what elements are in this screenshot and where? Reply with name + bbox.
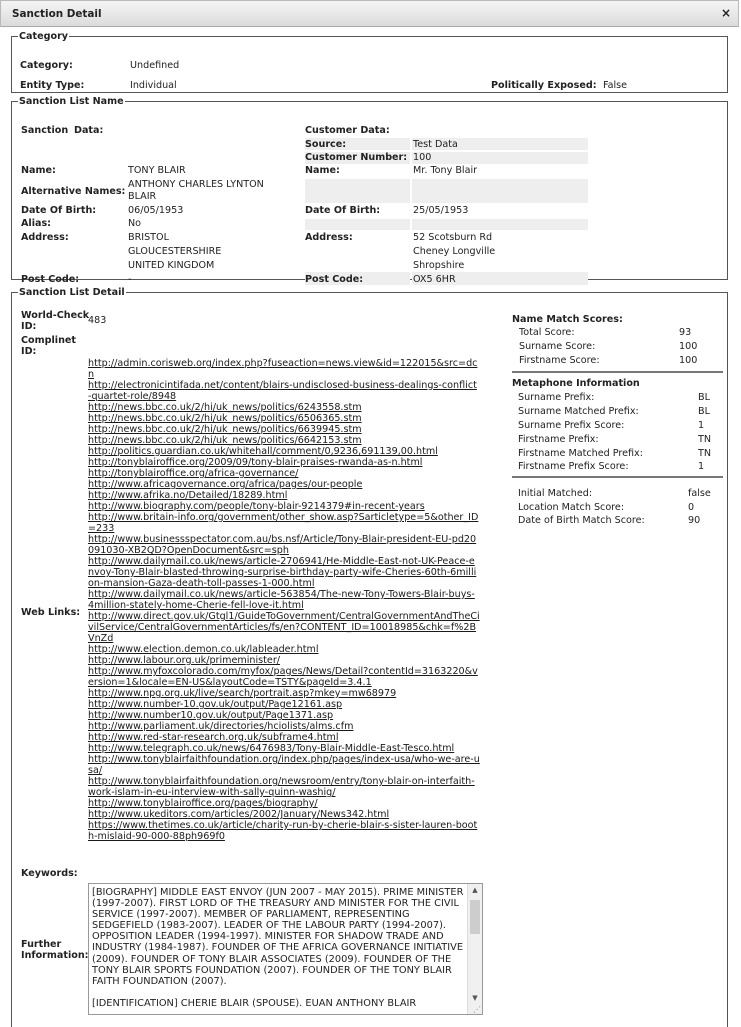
politically-exposed-value: False [603,80,628,91]
category-legend: Category [19,31,69,42]
name-match-scores-heading: Name Match Scores: [512,314,623,325]
web-link[interactable]: http://www.npg.org.uk/live/search/portrait.asp?mkey=mw68979 [88,688,397,699]
web-link[interactable]: http://www.number10.gov.uk/output/Page1371.asp [88,710,334,721]
web-link[interactable]: http://www.africagovernance.org/africa/pages/our-people [88,479,363,490]
firstname-matched-prefix-value: TN [698,448,712,459]
customer-name-label: Name: [305,165,340,176]
location-match-score-label: Location Match Score: [518,502,625,513]
worldcheck-id-label-2: ID: [21,321,37,332]
customer-address-line3: Shropshire [413,260,465,271]
web-link[interactable]: http://www.dailymail.co.uk/news/article-2706941/He-Middle-East-not-UK-Peace-envoy-Tony-Blair-blasted-throwing-surprise-birthday-party-wife-Cheries-60th-6million-mansion-Gaza-death-toll-passes-1-000.html [88,556,477,589]
surname-prefix-value: BL [698,392,710,403]
web-link[interactable]: http://electronicintifada.net/content/blairs-undisclosed-business-dealings-conflict-quartet-role/8948 [88,380,477,402]
category-section [11,31,728,93]
sanction-list-name-section [11,96,728,285]
web-link[interactable]: http://www.afrika.no/Detailed/18289.html [88,490,288,501]
alternative-names-label: Alternative Names: [21,186,126,197]
web-link[interactable]: http://news.bbc.co.uk/2/hi/uk_news/politics/6642153.stm [88,435,362,446]
sanction-data-label-2: Data: [74,125,104,136]
sanction-address-line3: UNITED KINGDOM [128,260,215,271]
web-links-label: Web Links: [21,607,81,618]
category-label: Category: [20,60,73,71]
arrow-up-icon[interactable]: ▲ [472,886,478,894]
customer-data-label: Customer Data: [305,125,390,136]
entity-type-value: Individual [130,80,177,91]
customer-postcode-label: Post Code: [305,274,364,285]
surname-score-label: Surname Score: [519,341,596,352]
web-link[interactable]: http://www.businessspectator.com.au/bs.nsf/Article/Tony-Blair-president-EU-pd20091030-XB2QD?OpenDocument&src=sph [88,534,477,556]
dob-match-score-value: 90 [688,515,701,526]
customer-address-label: Address: [305,232,353,243]
web-link[interactable]: http://www.tonyblairfaithfoundation.org/index.php/pages/index-usa/who-we-are-usa/ [88,754,480,776]
divider [512,371,723,373]
complinet-id-label-2: ID: [21,346,37,357]
web-link[interactable]: http://tonyblairoffice.org/2009/09/tony-blair-praises-rwanda-as-n.html [88,457,423,468]
keywords-label: Keywords: [21,868,78,879]
source-label: Source: [305,139,347,150]
location-match-score-value: 0 [688,502,695,513]
alias-label: Alias: [21,218,52,229]
worldcheck-id-label: World-Check [21,310,90,321]
web-links-list [88,358,480,842]
window-titlebar [0,0,739,27]
total-score-label: Total Score: [519,327,575,338]
resize-grip-icon[interactable]: ⋰ [473,1005,481,1014]
web-link[interactable]: http://www.myfoxcolorado.com/myfox/pages/News/Detail?contentId=3163220&version=1&locale=EN-US&layoutCode=TSTY&pageId=3.4.1 [88,666,478,688]
initial-matched-value: false [688,488,711,499]
sanction-list-name-legend: Sanction List Name [19,96,124,107]
customer-number-value: 100 [413,152,432,163]
politically-exposed-label: Politically Exposed: [491,80,597,91]
web-link[interactable]: http://news.bbc.co.uk/2/hi/uk_news/politics/6243558.stm [88,402,362,413]
firstname-score-value: 100 [679,355,698,366]
further-information-textarea[interactable] [88,883,483,1015]
surname-matched-prefix-label: Surname Matched Prefix: [518,406,639,417]
textarea-scrollbar[interactable] [467,884,482,1014]
sanction-dob-value: 06/05/1953 [128,205,184,216]
customer-dob-label: Date Of Birth: [305,205,381,216]
web-link[interactable]: http://www.red-star-research.org.uk/subframe4.html [88,732,339,743]
window-title: Sanction Detail [12,8,102,20]
alternative-names-line1: ANTHONY CHARLES LYNTON [128,179,264,190]
web-link[interactable]: http://www.tonyblairoffice.org/pages/biography/ [88,798,318,809]
scrollbar-thumb[interactable] [470,900,480,934]
divider-2 [512,476,723,478]
source-value: Test Data [413,139,458,150]
category-value: Undefined [130,60,180,71]
customer-dob-value: 25/05/1953 [413,205,469,216]
sanction-dob-label: Date Of Birth: [21,205,97,216]
firstname-prefix-label: Firstname Prefix: [518,434,599,445]
firstname-prefix-score-label: Firstname Prefix Score: [518,461,629,472]
customer-number-label: Customer Number: [305,152,408,163]
firstname-score-label: Firstname Score: [519,355,600,366]
surname-prefix-score-label: Surname Prefix Score: [518,420,625,431]
web-link[interactable]: http://admin.corisweb.org/index.php?fuseaction=news.view&id=122015&src=dcn [88,358,478,380]
further-information-text: [BIOGRAPHY] MIDDLE EAST ENVOY (JUN 2007 - MAY 2015). PRIME MINISTER (1997-2007). FIRST LORD OF THE TREASURY AND MINISTER FOR THE CIVIL SERVICE (1997-2007). MEMBER OF PARLIAMENT, REPRESENTING SEDGEFIELD (1983-2007). LEADER OF THE LABOUR PARTY (1994-2007). OPPOSITION LEADER (1994-1997). MINISTER FOR SHADOW TRADE AND INDUSTRY (1984-1987). FOUNDER OF THE AFRICA GOVERNANCE INITIATIVE (2009). FOUNDER OF TONY BLAIR ASSOCIATES (2009). FOUNDER OF THE TONY BLAIR SPORTS FOUNDATION (2007). FOUNDER OF THE TONY BLAIR FAITH FOUNDATION (2007). [IDENTIFICATION] CHERIE BLAIR (SPOUSE). EUAN ANTHONY BLAIR [92,887,464,1009]
customer-name-value: Mr. Tony Blair [413,165,478,176]
total-score-value: 93 [679,327,692,338]
customer-address-line1: 52 Scotsburn Rd [413,232,493,243]
metaphone-heading: Metaphone Information [512,378,640,389]
initial-matched-label: Initial Matched: [518,488,593,499]
web-link[interactable]: http://news.bbc.co.uk/2/hi/uk_news/politics/6506365.stm [88,413,362,424]
web-link[interactable]: http://www.britain-info.org/government/other_show.asp?Sarticletype=5&other_ID=233 [88,512,479,534]
sanction-list-detail-legend: Sanction List Detail [19,287,125,298]
sanction-postcode-label: Post Code: [21,274,80,285]
web-link[interactable]: http://www.parliament.uk/directories/hciolists/alms.cfm [88,721,354,732]
dob-match-score-label: Date of Birth Match Score: [518,515,645,526]
web-link[interactable]: http://www.tonyblairfaithfoundation.org/newsroom/entry/tony-blair-on-interfaith-work-islam-in-eu-interview-with-sally-quinn-washig/ [88,776,475,798]
firstname-prefix-value: TN [698,434,712,445]
web-link[interactable]: http://www.direct.gov.uk/Gtgl1/GuideToGovernment/CentralGovernmentAndTheCivilService/CentralGovernmentArticles/fs/en?CONTENT_ID=10018985&chk=f%2BVnZd [88,611,480,644]
web-link[interactable]: http://www.ukeditors.com/articles/2002/January/News342.html [88,809,390,820]
alias-value: No [128,218,142,229]
web-link[interactable]: http://news.bbc.co.uk/2/hi/uk_news/politics/6639945.stm [88,424,362,435]
web-link[interactable]: http://www.election.demon.co.uk/lableader.html [88,644,319,655]
entity-type-label: Entity Type: [20,80,85,91]
close-icon[interactable]: × [720,6,731,20]
web-link[interactable]: http://www.biography.com/people/tony-blair-9214379#in-recent-years [88,501,425,512]
sanction-address-line2: GLOUCESTERSHIRE [128,246,222,257]
web-link[interactable]: https://www.thetimes.co.uk/article/charity-run-by-cherie-blair-s-sister-lauren-booth-mislaid-90-000-88ph969f0 [88,820,478,842]
customer-postcode-value: OX5 6HR [413,274,456,285]
web-link[interactable]: http://tonyblairoffice.org/africa-governance/ [88,468,299,479]
web-link[interactable]: http://www.telegraph.co.uk/news/6476983/Tony-Blair-Middle-East-Tesco.html [88,743,455,754]
customer-address-line2: Cheney Longville [413,246,496,257]
sanction-name-label: Name: [21,165,56,176]
sanction-name-value: TONY BLAIR [128,165,186,176]
worldcheck-id-value: 483 [88,315,107,326]
web-link[interactable]: http://politics.guardian.co.uk/whitehall/comment/0,9236,691139,00.html [88,446,438,457]
complinet-id-label: Complinet [21,335,76,346]
surname-prefix-score-value: 1 [698,420,705,431]
arrow-down-icon[interactable]: ▼ [472,994,478,1002]
surname-matched-prefix-value: BL [698,406,710,417]
firstname-matched-prefix-label: Firstname Matched Prefix: [518,448,643,459]
sanction-data-label: Sanction [21,125,69,136]
web-link[interactable]: http://www.labour.org.uk/primeminister/ [88,655,280,666]
surname-score-value: 100 [679,341,698,352]
alternative-names-line2: BLAIR [128,191,157,202]
firstname-prefix-score-value: 1 [698,461,705,472]
sanction-list-detail-section [11,287,728,1027]
sanction-address-line1: BRISTOL [128,232,169,243]
sanction-address-label: Address: [21,232,69,243]
surname-prefix-label: Surname Prefix: [518,392,595,403]
further-information-label-2: Information: [21,950,89,961]
web-link[interactable]: http://www.number-10.gov.uk/output/Page12161.asp [88,699,343,710]
further-information-label: Further [21,939,62,950]
web-link[interactable]: http://www.dailymail.co.uk/news/article-563854/The-new-Tony-Towers-Blair-buys-4million-stately-home-Cherie-fell-love-it.html [88,589,475,611]
sanction-postcode-value: - [128,274,132,285]
